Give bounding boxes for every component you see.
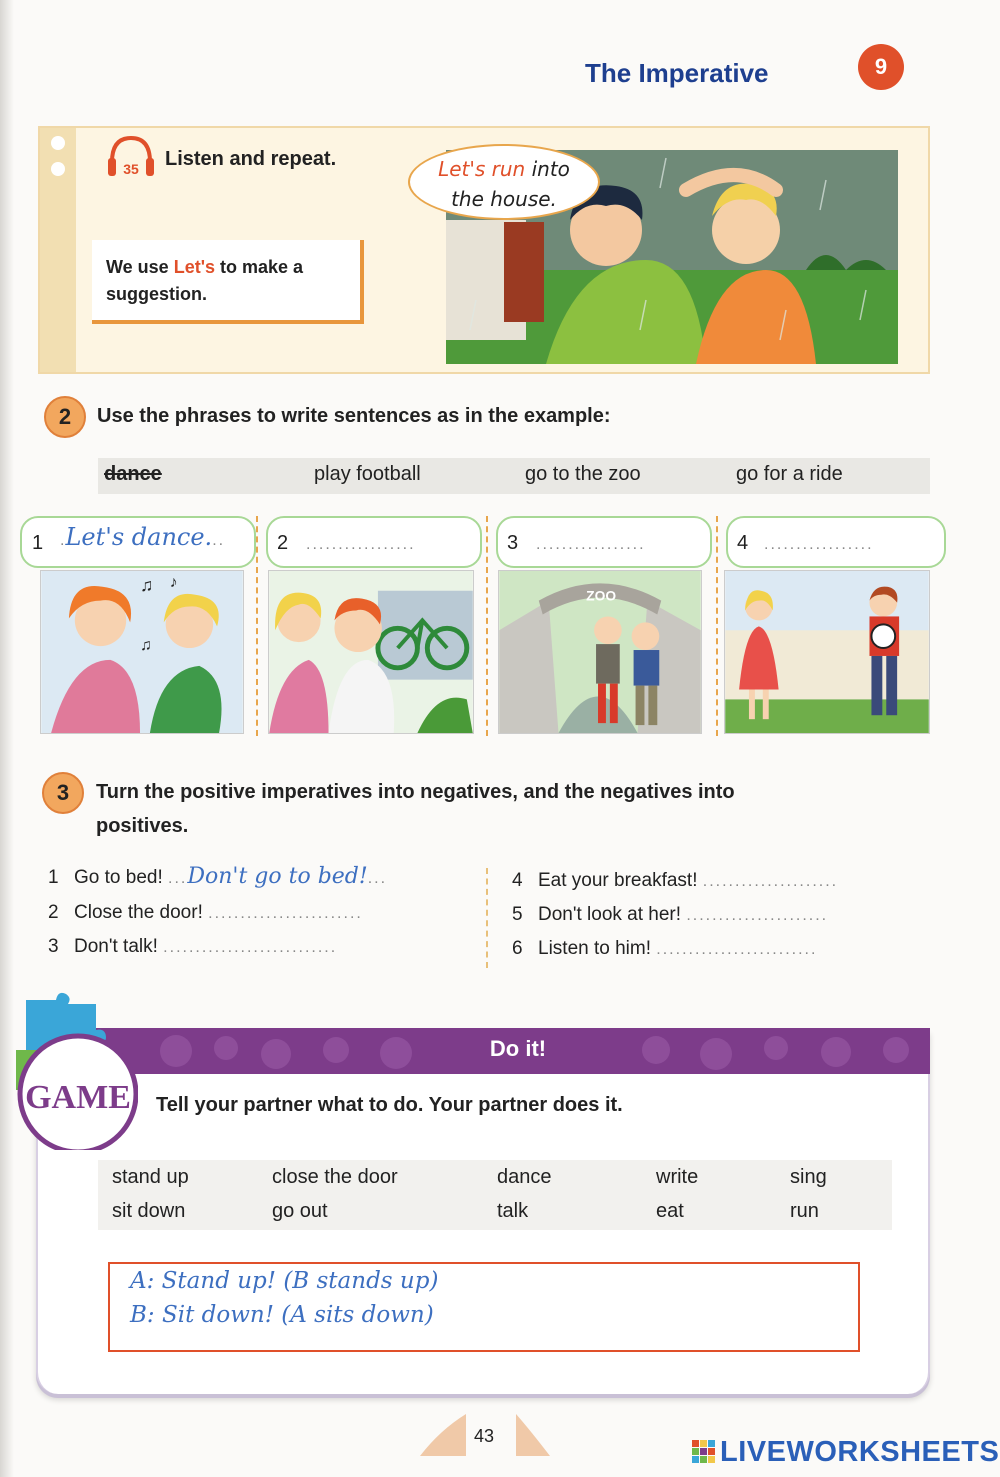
exercise-number-3: 3 (42, 772, 84, 814)
item-number: 3 (48, 936, 59, 957)
answer-text[interactable]: Don't go to bed! (187, 864, 368, 889)
notebook-strip (40, 128, 76, 372)
answer-field[interactable]: ......................... (656, 941, 818, 958)
svg-text:♫: ♫ (140, 574, 154, 595)
grammar-rule-text (106, 254, 346, 308)
item-number: 6 (512, 938, 523, 959)
answer-dots: ... (367, 870, 388, 887)
phrase-item: dance (104, 463, 162, 485)
listen-instruction: Listen and repeat. (165, 148, 337, 170)
speech-line1-rest: into (525, 157, 570, 181)
binder-hole (51, 162, 65, 176)
answer-dots: .. (212, 532, 226, 549)
item-number: 2 (48, 902, 59, 923)
action-word: eat (656, 1200, 684, 1222)
speech-line2: the house. (451, 187, 557, 211)
answer-field-3[interactable]: ................. (536, 536, 646, 553)
football-scene-illustration (724, 570, 930, 734)
speech-highlight: Let's run (438, 157, 526, 181)
page-title: The Imperative (585, 58, 769, 88)
track-number: 35 (123, 161, 139, 177)
exercise-item (512, 904, 828, 926)
panel-number: 1 (32, 532, 44, 554)
action-word: go out (272, 1200, 328, 1222)
answer-field[interactable]: ..................... (702, 873, 839, 890)
speech-bubble-text (420, 154, 588, 214)
rule-keyword: Let's (173, 257, 215, 277)
exercise-item (48, 864, 387, 889)
panel-divider (716, 516, 718, 736)
exercise-item (48, 902, 363, 924)
exercise-number-2: 2 (44, 396, 86, 438)
page-number: 43 (474, 1426, 495, 1446)
exercise-item (512, 870, 838, 892)
item-prompt: Eat your breakfast! (538, 870, 698, 891)
item-prompt: Go to bed! (74, 867, 163, 888)
bicycle-scene-illustration (268, 570, 474, 734)
dialogue-line-b: B: Sit down! (A sits down) (130, 1302, 434, 1328)
item-prompt: Close the door! (74, 902, 203, 923)
answer-field-1[interactable] (60, 523, 225, 551)
item-number: 4 (512, 870, 523, 891)
phrase-item: play football (314, 463, 421, 485)
exercise-item (512, 938, 817, 960)
column-divider (486, 868, 488, 968)
game-logo-text: GAME (25, 1079, 131, 1116)
dancing-girls-illustration (40, 570, 244, 734)
answer-field[interactable]: ...................... (686, 907, 829, 924)
panel-number: 2 (277, 532, 289, 554)
headphones-audio-icon[interactable] (106, 132, 156, 180)
phrase-item: go for a ride (736, 463, 843, 485)
answer-field-2[interactable]: ................. (306, 536, 416, 553)
phrase-item: go to the zoo (525, 463, 641, 485)
item-prompt: Don't look at her! (538, 904, 682, 925)
action-word: dance (497, 1166, 552, 1188)
game-instruction: Tell your partner what to do. Your partner does it. (156, 1094, 623, 1116)
exercise-3-instruction-line1: Turn the positive imperatives into negatives, and the negatives into (96, 781, 735, 803)
dialogue-line-a: A: Stand up! (B stands up) (130, 1268, 439, 1294)
rule-text-before: We use (106, 257, 174, 277)
action-word: run (790, 1200, 819, 1222)
item-number: 5 (512, 904, 523, 925)
grammar-rule-box (92, 240, 364, 324)
action-word: talk (497, 1200, 529, 1222)
action-word-grid (98, 1160, 892, 1230)
rule-text-after: to make a suggestion. (106, 257, 304, 304)
answer-dots: . (60, 532, 66, 549)
page-binding-shadow (0, 0, 14, 1477)
answer-text: Let's dance. (65, 523, 213, 551)
game-title: Do it! (489, 1036, 547, 1061)
exercise-2-instruction: Use the phrases to write sentences as in the example: (97, 405, 611, 427)
answer-field[interactable]: ........................... (163, 939, 338, 956)
action-word: close the door (272, 1166, 398, 1188)
zoo-entrance-illustration (498, 570, 702, 734)
svg-text:♫: ♫ (140, 637, 152, 655)
panel-number: 4 (737, 532, 749, 554)
exercise-item (48, 936, 337, 958)
svg-text:ZOO: ZOO (586, 587, 617, 604)
binder-hole (51, 136, 65, 150)
action-word: sit down (112, 1200, 186, 1222)
answer-dots: ... (168, 870, 188, 887)
unit-number-badge: 9 (858, 44, 904, 90)
liveworksheets-logo-icon (692, 1440, 716, 1464)
answer-field[interactable]: ........................ (208, 905, 363, 922)
item-prompt: Listen to him! (538, 938, 651, 959)
panel-divider (486, 516, 488, 736)
panel-number: 3 (507, 532, 519, 554)
exercise-3-instruction-line2: positives. (96, 815, 189, 837)
action-word: write (656, 1166, 699, 1188)
item-number: 1 (48, 867, 59, 888)
game-puzzle-logo (6, 990, 138, 1150)
answer-field-4[interactable]: ................. (764, 536, 874, 553)
svg-text:♪: ♪ (169, 573, 178, 591)
liveworksheets-brand[interactable]: LIVEWORKSHEETS (720, 1436, 1000, 1468)
item-prompt: Don't talk! (74, 936, 158, 957)
action-word: sing (790, 1166, 827, 1188)
action-word: stand up (112, 1166, 189, 1188)
panel-divider (256, 516, 258, 736)
